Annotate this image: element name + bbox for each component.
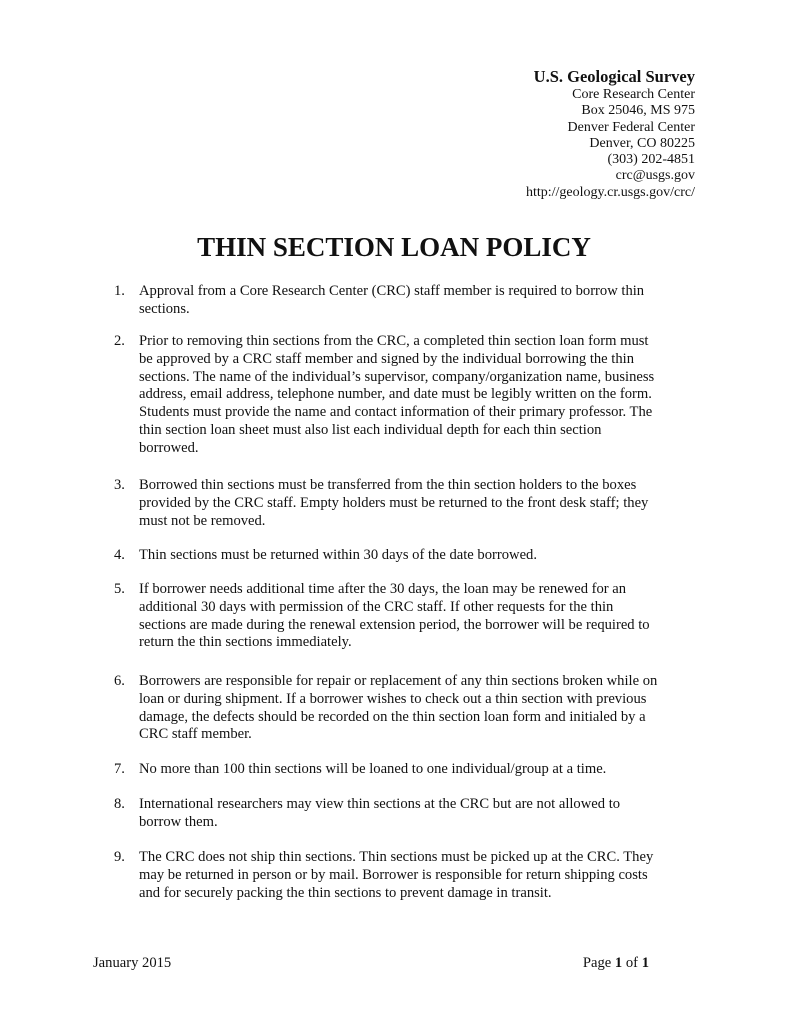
item-text-line: sections. xyxy=(139,300,190,317)
item-text xyxy=(139,849,653,902)
item-text-line: return the thin sections immediately. xyxy=(139,634,352,651)
item-text-line: Students must provide the name and contact information of their primary professor. The xyxy=(139,404,653,421)
address-line: Box 25046, MS 975 xyxy=(581,103,695,119)
item-text xyxy=(139,761,606,779)
document-title: THIN SECTION LOAN POLICY xyxy=(197,232,591,262)
item-number: 8. xyxy=(114,796,125,812)
item-text-line: address, email address, telephone number, and date must be legibly written on the form. xyxy=(139,386,652,403)
page-current: 1 xyxy=(614,955,623,971)
item-text-line: Thin sections must be returned within 30 days of the date borrowed. xyxy=(139,547,537,563)
page-number xyxy=(583,955,649,972)
item-text-line: Borrowed thin sections must be transferred from the thin section holders to the boxes xyxy=(139,477,637,493)
page-total: 1 xyxy=(641,955,649,971)
item-text-line: sections. The name of the individual’s supervisor, company/organization name, business xyxy=(139,368,655,385)
item-text-line: Borrowers are responsible for repair or replacement of any thin sections broken while on xyxy=(139,673,658,689)
item-number: 6. xyxy=(114,673,125,689)
item-number: 3. xyxy=(114,477,125,493)
item-text xyxy=(139,581,650,652)
item-text-line: If borrower needs additional time after the 30 days, the loan may be renewed for an xyxy=(139,581,627,597)
address-line: Denver, CO 80225 xyxy=(589,135,695,151)
item-number: 5. xyxy=(114,581,125,597)
item-text-line: provided by the CRC staff. Empty holders must be returned to the front desk staff; they xyxy=(139,494,649,511)
item-text-line: and for securely packing the thin sections to prevent damage in transit. xyxy=(139,884,552,901)
address-line: Core Research Center xyxy=(572,87,695,102)
item-text-line: Approval from a Core Research Center (CRC) staff member is required to borrow thin xyxy=(139,283,645,299)
item-text-line: borrowed. xyxy=(139,439,199,456)
letterhead xyxy=(526,67,695,201)
item-text xyxy=(139,283,644,319)
item-number: 7. xyxy=(114,761,125,777)
phone: (303) 202-4851 xyxy=(607,152,695,168)
item-text-line: CRC staff member. xyxy=(139,726,252,743)
item-text-line: may be returned in person or by mail. Borrower is responsible for return shipping costs xyxy=(139,866,648,883)
item-number: 1. xyxy=(114,283,125,299)
footer-date: January 2015 xyxy=(93,955,172,971)
item-text xyxy=(139,673,657,744)
item-text-line: loan or during shipment. If a borrower wishes to check out a thin section with previous xyxy=(139,690,647,707)
email: crc@usgs.gov xyxy=(615,168,695,184)
item-text-line: International researchers may view thin sections at the CRC but are not allowed to xyxy=(139,796,621,812)
item-text-line: sections are made during the renewal extension period, the borrower will be required to xyxy=(139,616,650,633)
item-text-line: Prior to removing thin sections from the CRC, a completed thin section loan form must xyxy=(139,333,649,349)
organization-name: U.S. Geological Survey xyxy=(533,67,695,86)
item-text-line: damage, the defects should be recorded on the thin section loan form and initialed by a xyxy=(139,708,646,725)
page-prefix: Page xyxy=(582,955,612,971)
item-text-line: must not be removed. xyxy=(139,512,266,529)
item-text-line: thin section loan sheet must also list each individual depth for each thin section xyxy=(139,421,602,438)
item-text-line: The CRC does not ship thin sections. Thin sections must be picked up at the CRC. They xyxy=(139,849,654,865)
item-text xyxy=(139,796,620,832)
item-text-line: be approved by a CRC staff member and signed by the individual borrowing the thin xyxy=(139,350,635,367)
item-number: 4. xyxy=(114,547,125,563)
item-text-line: borrow them. xyxy=(139,813,218,830)
page-of: of xyxy=(625,955,639,971)
item-number: 2. xyxy=(114,333,125,349)
item-text-line: No more than 100 thin sections will be loaned to one individual/group at a time. xyxy=(139,761,607,777)
website: http://geology.cr.usgs.gov/crc/ xyxy=(525,184,695,200)
item-text xyxy=(139,333,654,458)
address-line: Denver Federal Center xyxy=(567,119,695,135)
item-text xyxy=(139,547,537,565)
item-text-line: additional 30 days with permission of the CRC staff. If other requests for the thin xyxy=(139,598,614,615)
item-number: 9. xyxy=(114,849,125,865)
item-text xyxy=(139,477,648,530)
